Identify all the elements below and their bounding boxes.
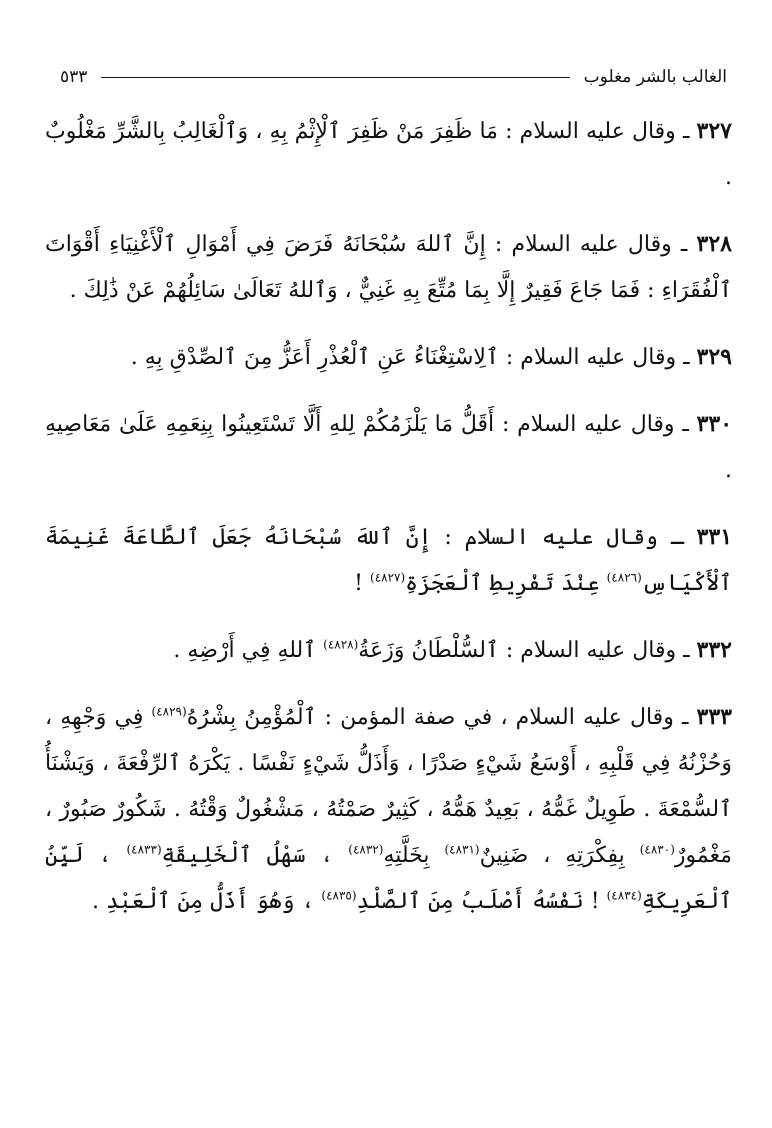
saying-text-cont: ، لَيِّنُ ٱلْعَرِيكَةِ: [45, 843, 732, 914]
saying-text-cont: بِخَلَّتِهِ: [383, 843, 445, 868]
saying-328: [45, 221, 732, 314]
page-header: [60, 62, 727, 92]
header-rule: [101, 77, 569, 78]
saying-tail: !: [354, 571, 370, 596]
footnote-ref: (٤٨٣٥): [321, 888, 357, 903]
footnote-ref: (٤٨٣٤): [606, 888, 642, 903]
footnote-ref: (٤٨٣٠): [639, 842, 675, 857]
footnote-ref: (٤٨٣٢): [348, 842, 384, 857]
saying-number: ٣٢٨: [696, 231, 732, 257]
footnote-ref: (٤٨٢٨): [323, 637, 359, 652]
saying-333: [45, 694, 732, 925]
saying-332: [45, 627, 732, 674]
saying-intro: ـ وقال عليه السلام ، في صفة المؤمن :: [316, 705, 697, 730]
saying-text: إِنَّ ٱللهَ سُبْحَانَهُ جَعَلَ ٱلطَّاعَةَ غَنِيمَةَ ٱلْأَكْيَاسِ: [45, 525, 732, 596]
saying-number: ٣٢٩: [696, 344, 732, 370]
saying-number: ٣٣٠: [696, 411, 733, 437]
saying-text: إِنَّ ٱللهَ سُبْحَانَهُ فَرَضَ فِي أَمْوَالِ ٱلْأَغْنِيَاءِ أَقْوَاتَ ٱلْفُقَرَاءِ : فَمَا جَاعَ فَقِيرٌ إِلَّا بِمَا مُتِّعَ بِهِ غَنِيٌّ ، وَٱللهُ تَعَالَىٰ سَائِلُهُمْ عَنْ ذَٰلِكَ .: [45, 232, 732, 303]
saying-intro: ـ وقال عليه السلام :: [498, 345, 697, 370]
saying-text-cont: ، سَهْلُ ٱلْخَلِيقَةِ: [161, 843, 349, 868]
saying-text-cont: ، وَهُوَ أَذَلُّ مِنَ ٱلْعَبْدِ .: [91, 889, 322, 914]
footnote-ref: (٤٨٢٦): [606, 570, 642, 585]
saying-330: [45, 401, 732, 494]
page-body: [45, 108, 732, 945]
page-number: ٥٣٣: [60, 67, 88, 87]
running-title: الغالب بالشر مغلوب: [583, 67, 727, 87]
saying-text-cont: بِفِكْرَتِهِ ، ضَنِينٌ: [479, 843, 640, 868]
saying-text: ٱلِاسْتِغْنَاءُ عَنِ ٱلْعُذْرِ أَعَزُّ مِنَ ٱلصِّدْقِ بِهِ .: [130, 345, 499, 370]
saying-number: ٣٣٣: [696, 704, 732, 730]
saying-text: ٱلسُّلْطَانُ وَزَعَةُ: [358, 638, 499, 663]
footnote-ref: (٤٨٣١): [444, 842, 480, 857]
saying-intro: ـ وقال عليه السلام :: [494, 412, 697, 437]
saying-327: [45, 108, 732, 201]
saying-text-cont: ! نَفْسُهُ أَصْلَبُ مِنَ ٱلصَّلْدِ: [356, 889, 607, 914]
saying-329: [45, 334, 732, 381]
footnote-ref: (٤٨٣٣): [126, 842, 162, 857]
saying-number: ٣٢٧: [696, 118, 732, 144]
saying-text-cont: ٱللهِ فِي أَرْضِهِ .: [173, 638, 324, 663]
saying-text: مَا ظَفِرَ مَنْ ظَفِرَ ٱلْإِثْمُ بِهِ ، وَٱلْغَالِبُ بِالشَّرِّ مَغْلُوبٌ .: [45, 119, 732, 190]
footnote-ref: (٤٨٢٩): [151, 704, 187, 719]
saying-text-cont: عِنْدَ تَفْرِيطِ ٱلْعَجَزَةِ: [405, 571, 607, 596]
saying-number: ٣٣١: [696, 524, 733, 550]
saying-text: ٱلْمُؤْمِنُ بِشْرُهُ: [186, 705, 317, 730]
saying-intro: ـ وقال عليه السلام :: [431, 525, 697, 550]
saying-text-cont: فِي وَجْهِهِ ، وَحُزْنُهُ فِي قَلْبِهِ ، أَوْسَعُ شَيْءٍ صَدْرًا ، وَأَذَلُّ شَيْءٍ نَفْسًا . يَكْرَهُ ٱلرِّفْعَةَ ، وَيَشْنَأُ ٱلسُّمْعَةَ . طَوِيلٌ غَمُّهُ ، بَعِيدٌ هَمُّهُ ، كَثِيرٌ صَمْتُهُ ، مَشْغُولٌ وَقْتُهُ . شَكُورٌ صَبُورٌ ، مَغْمُورٌ: [45, 705, 732, 868]
footnote-ref: (٤٨٢٧): [370, 570, 406, 585]
saying-intro: ـ وقال عليه السلام :: [497, 119, 697, 144]
saying-331: [45, 514, 732, 607]
saying-intro: ـ وقال عليه السلام :: [485, 232, 697, 257]
saying-number: ٣٣٢: [696, 637, 732, 663]
saying-intro: ـ وقال عليه السلام :: [498, 638, 697, 663]
saying-text: أَقَلُّ مَا يَلْزَمُكُمْ لِلهِ أَلَّا تَسْتَعِينُوا بِنِعَمِهِ عَلَىٰ مَعَاصِيهِ .: [45, 412, 732, 483]
